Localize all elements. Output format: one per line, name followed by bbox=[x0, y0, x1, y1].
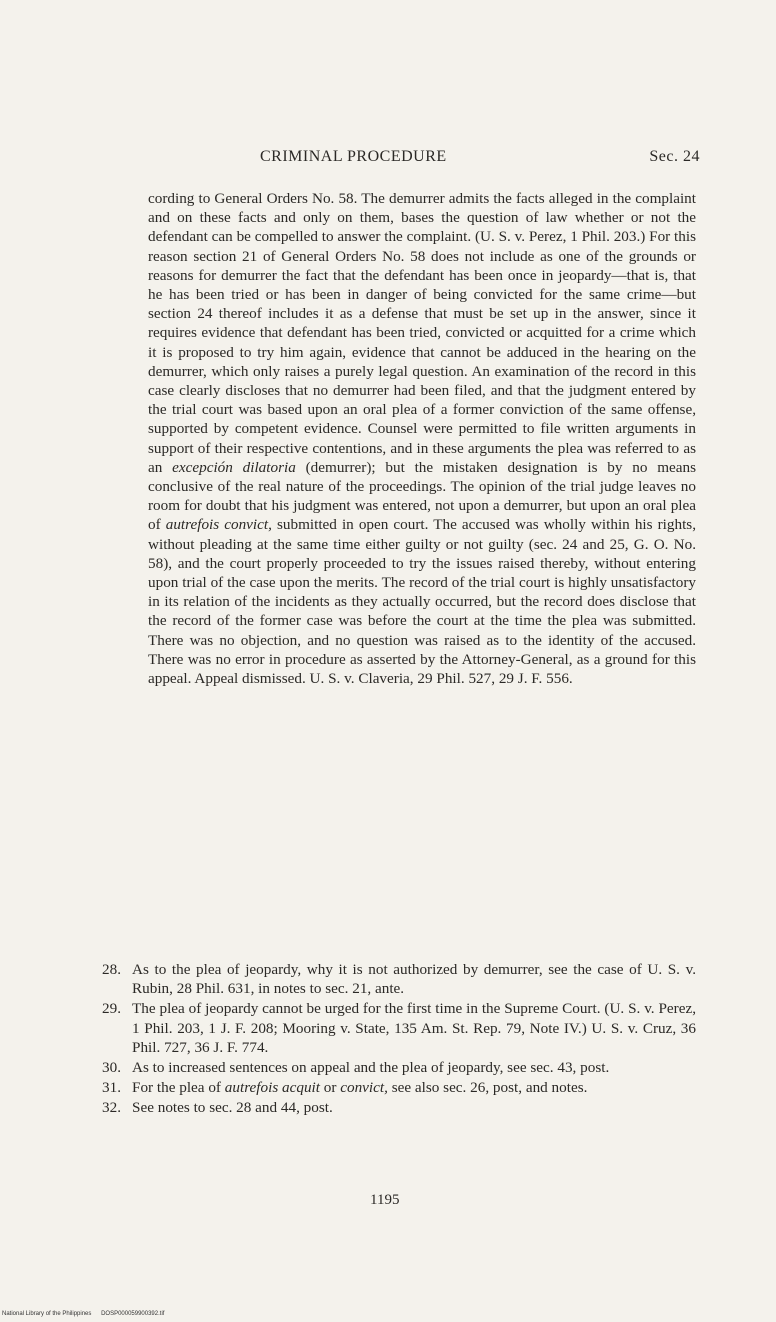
note-item bbox=[102, 1098, 696, 1117]
note-text-part: For the plea of bbox=[132, 1079, 221, 1097]
italic-phrase: excepción dilatoria bbox=[172, 458, 296, 476]
note-text: As to increased sentences on appeal and the plea of jeopardy, see sec. 43, post. bbox=[132, 1059, 610, 1077]
note-number: 29. bbox=[102, 1000, 121, 1018]
numbered-notes bbox=[102, 960, 696, 1119]
library-name: National Library of the Philippines bbox=[2, 1311, 92, 1317]
paragraph-part: cording to General Orders No. 58. The demurrer admits the facts alleged in the complaint and on these facts and only on them, bases the question of law whether or not the defendant can be compelled to answer the complaint. (U. S. v. Perez, 1 Phil. 203.) For this reason section 21 of General Orders No. 58 does not include as one of the grounds or reasons for demurrer the fact that the defendant has been once in jeopardy—that is, that he has been tried or has been in danger of being convicted for the same crime—but section 24 thereof includes it as a defense that must be set up in the answer, since it requires evidence that defendant has been tried, convicted or acquitted for a crime which it is proposed to try him again, evidence that cannot be adduced in the hearing on the demurrer, which only raises a purely legal question. An examination of the record in this case clearly discloses that no demurrer had been filed, and that the judgment entered by the trial court was based upon an oral plea of a former conviction of the same offense, supported by competent evidence. Counsel were permitted to file written arguments in support of their respective contentions, and in these arguments the plea was referred to as an bbox=[148, 190, 696, 476]
note-number: 31. bbox=[102, 1079, 121, 1097]
note-number: 28. bbox=[102, 961, 121, 978]
note-text-part: or bbox=[323, 1079, 337, 1097]
running-header bbox=[100, 148, 700, 172]
note-text-part: see also sec. 26, post, and notes. bbox=[391, 1079, 588, 1097]
file-code: DOSP000059900392.tif bbox=[101, 1311, 165, 1317]
italic-phrase: autrefois acquit bbox=[224, 1079, 320, 1097]
note-text: The plea of jeopardy cannot be urged for the first time in the Supreme Court. (U. S. v. Perez, 1 Phil. 203, 1 J. F. 208; Mooring v. State, 135 Am. St. Rep. 79, Note IV.) U. S. v. Cruz, 36 Phil. 727, 36 J. F. 774. bbox=[132, 1000, 696, 1056]
paragraph-part: submitted in open court. The accused was wholly within his rights, without pleading at the same time either guilty or not guilty (sec. 24 and 25, G. O. No. 58), and the court properly proceeded to try the issues raised thereby, without entering upon trial of the case upon the merits. The record of the trial court is highly unsatisfactory in its relation of the incidents as they actually occurred, but the record does disclose that the record of the former case was before the court at the time the plea was submitted. There was no objection, and no question was raised as to the identity of the accused. There was no error in procedure as asserted by the Attorney-General, as a ground for this appeal. Appeal dismissed. U. S. v. Claveria, 29 Phil. 527, 29 J. F. 556. bbox=[148, 516, 697, 688]
header-title: CRIMINAL PROCEDURE bbox=[260, 148, 447, 165]
note-item bbox=[102, 960, 696, 998]
paragraph-part: (demurrer); but the mistaken designation is by no means conclusive of the real nature of the proceedings. The opinion of the trial judge leaves no room for doubt that his judgment was entered, not upon a demurrer, but upon an oral plea of bbox=[148, 458, 697, 534]
page-number: 1195 bbox=[370, 1192, 400, 1208]
note-item bbox=[102, 1058, 696, 1077]
main-text bbox=[148, 189, 696, 688]
scan-footer bbox=[2, 1311, 172, 1317]
italic-phrase: convict, bbox=[340, 1079, 388, 1097]
note-text bbox=[132, 1078, 696, 1097]
italic-phrase: autrefois convict, bbox=[165, 516, 272, 534]
note-number: 32. bbox=[102, 1099, 121, 1117]
note-item bbox=[102, 999, 696, 1057]
paragraph bbox=[148, 189, 696, 688]
note-text: See notes to sec. 28 and 44, post. bbox=[132, 1099, 333, 1117]
header-section: Sec. 24 bbox=[649, 148, 700, 165]
note-number: 30. bbox=[102, 1059, 121, 1077]
note-text: As to the plea of jeopardy, why it is not authorized by demurrer, see the case of U. S. v. Rubin, 28 Phil. 631, in notes to sec. 21, ante. bbox=[132, 961, 696, 998]
note-item bbox=[102, 1078, 696, 1097]
